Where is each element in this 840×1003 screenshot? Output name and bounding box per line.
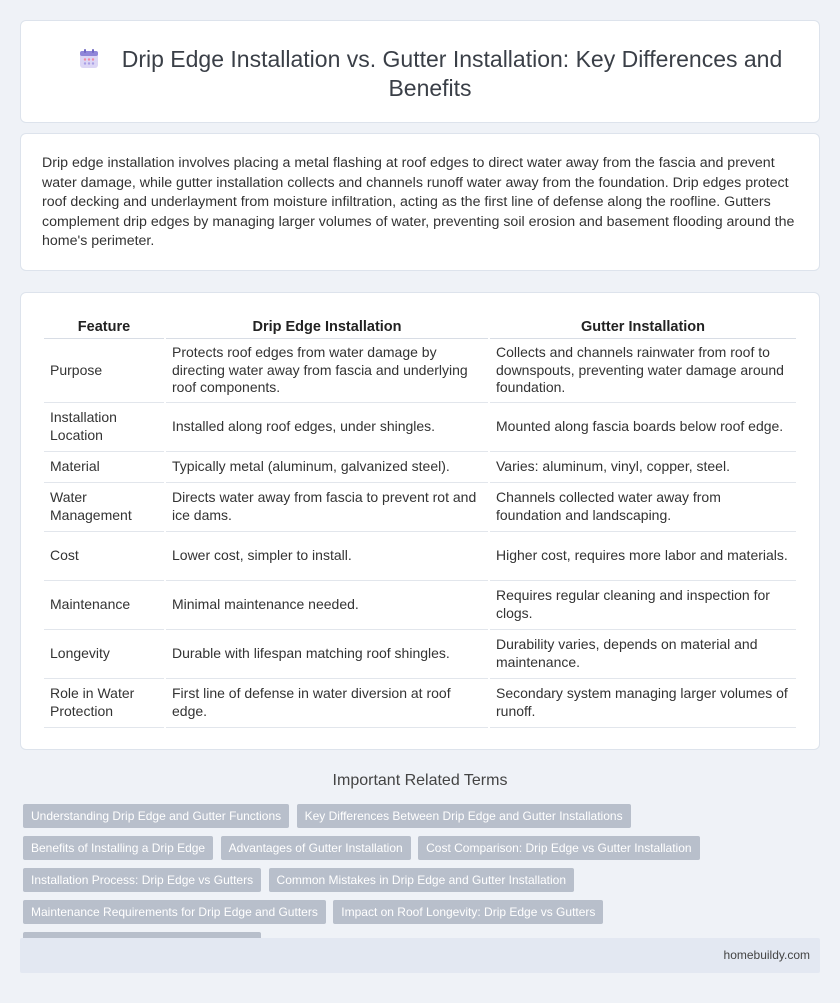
- feature-cell: Role in Water Protection: [44, 679, 164, 728]
- header-drip-edge: Drip Edge Installation: [166, 317, 488, 339]
- drip-edge-cell: Installed along roof edges, under shingles.: [166, 403, 488, 452]
- feature-cell: Cost: [44, 532, 164, 581]
- drip-edge-cell: Typically metal (aluminum, galvanized steel).: [166, 452, 488, 483]
- table-row: [44, 581, 796, 630]
- drip-edge-cell: Directs water away from fascia to prevent rot and ice dams.: [166, 483, 488, 532]
- table-row: [44, 403, 796, 452]
- header-gutter: Gutter Installation: [490, 317, 796, 339]
- drip-edge-cell: Protects roof edges from water damage by directing water away from fascia and underlying roof components.: [166, 339, 488, 403]
- table-header-row: [44, 317, 796, 339]
- related-term-tag[interactable]: Common Mistakes in Drip Edge and Gutter Installation: [269, 868, 574, 892]
- gutter-cell: Durability varies, depends on material and maintenance.: [490, 630, 796, 679]
- page-title: Drip Edge Installation vs. Gutter Installation: Key Differences and Benefits: [121, 46, 783, 101]
- related-terms-title: Important Related Terms: [332, 772, 508, 789]
- intro-paragraph: Drip edge installation involves placing a metal flashing at roof edges to direct water away from the fascia and prevent water damage, while gutter installation collects and channels runoff water away from the foundation. Drip edges protect roof decking and underlayment from moisture infiltration, acting as the first line of defense along the roofline. Gutters complement drip edges by managing larger volumes of water, preventing soil erosion and basement flooding around the home's perimeter.: [42, 155, 795, 250]
- title-wrap: [61, 45, 799, 103]
- title-card: [20, 20, 820, 123]
- table-row: [44, 679, 796, 728]
- feature-cell: Installation Location: [44, 403, 164, 452]
- drip-edge-cell: First line of defense in water diversion at roof edge.: [166, 679, 488, 728]
- feature-cell: Purpose: [44, 339, 164, 403]
- feature-cell: Water Management: [44, 483, 164, 532]
- gutter-cell: Mounted along fascia boards below roof edge.: [490, 403, 796, 452]
- drip-edge-cell: Durable with lifespan matching roof shingles.: [166, 630, 488, 679]
- gutter-cell: Channels collected water away from foundation and landscaping.: [490, 483, 796, 532]
- table-row: [44, 532, 796, 581]
- intro-card: [20, 133, 820, 271]
- gutter-cell: Varies: aluminum, vinyl, copper, steel.: [490, 452, 796, 483]
- comparison-table: [42, 317, 798, 728]
- related-term-tag[interactable]: Installation Process: Drip Edge vs Gutters: [23, 868, 261, 892]
- feature-cell: Maintenance: [44, 581, 164, 630]
- comparison-card: [20, 292, 820, 750]
- related-term-tag[interactable]: Key Differences Between Drip Edge and Gutter Installations: [297, 804, 631, 828]
- footer-site-name[interactable]: homebuildy.com: [723, 948, 810, 962]
- footer: [20, 938, 820, 973]
- gutter-cell: Secondary system managing larger volumes of runoff.: [490, 679, 796, 728]
- related-term-tag[interactable]: Benefits of Installing a Drip Edge: [23, 836, 213, 860]
- drip-edge-cell: Lower cost, simpler to install.: [166, 532, 488, 581]
- feature-cell: Material: [44, 452, 164, 483]
- header-feature: Feature: [44, 317, 164, 339]
- gutter-cell: Requires regular cleaning and inspection for clogs.: [490, 581, 796, 630]
- table-row: [44, 483, 796, 532]
- related-term-tag[interactable]: Understanding Drip Edge and Gutter Functions: [23, 804, 289, 828]
- table-row: [44, 339, 796, 403]
- table-row: [44, 630, 796, 679]
- gutter-cell: Collects and channels rainwater from roof to downspouts, preventing water damage around foundation.: [490, 339, 796, 403]
- table-row: [44, 452, 796, 483]
- gutter-cell: Higher cost, requires more labor and materials.: [490, 532, 796, 581]
- related-term-tag[interactable]: Maintenance Requirements for Drip Edge and Gutters: [23, 900, 326, 924]
- related-term-tag[interactable]: Impact on Roof Longevity: Drip Edge vs Gutters: [333, 900, 603, 924]
- related-term-tag[interactable]: Cost Comparison: Drip Edge vs Gutter Installation: [418, 836, 699, 860]
- calendar-icon: [78, 48, 100, 70]
- drip-edge-cell: Minimal maintenance needed.: [166, 581, 488, 630]
- related-term-tag[interactable]: Advantages of Gutter Installation: [221, 836, 411, 860]
- feature-cell: Longevity: [44, 630, 164, 679]
